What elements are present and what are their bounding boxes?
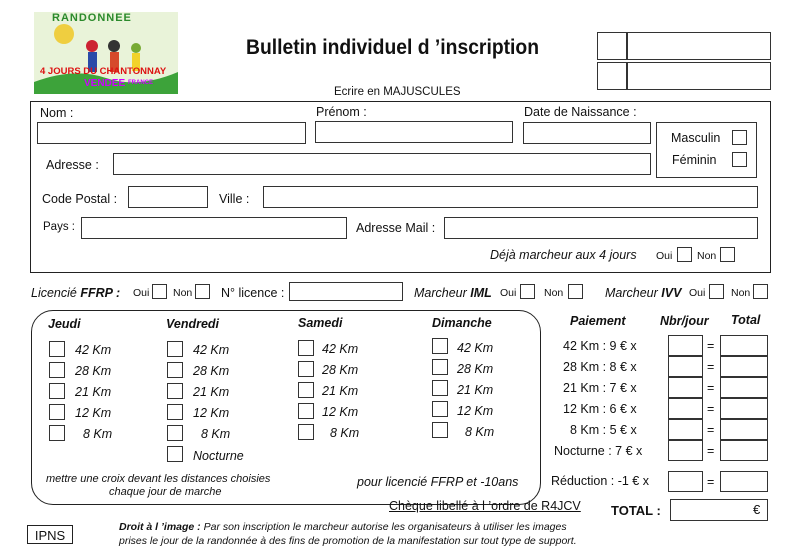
eq-28: =	[707, 360, 715, 374]
droit-image-title: Droit à l ’image :	[119, 521, 201, 533]
masculin-checkbox[interactable]	[732, 130, 747, 145]
total-28-field[interactable]	[720, 356, 768, 377]
vendredi-8-checkbox[interactable]	[167, 425, 183, 441]
ville-label: Ville :	[219, 192, 250, 206]
adresse-label: Adresse :	[46, 158, 99, 172]
pay-row-28: 28 Km : 8 € x	[563, 360, 637, 374]
samedi-42-label: 42 Km	[322, 342, 359, 356]
pay-row-8: 8 Km : 5 € x	[570, 423, 637, 437]
ivv-non-label: Non	[731, 287, 751, 299]
samedi-8-checkbox[interactable]	[298, 424, 314, 440]
iml-oui-label: Oui	[500, 287, 517, 299]
prenom-field[interactable]	[315, 121, 513, 143]
deja-non-label: Non	[697, 250, 717, 262]
dimanche-42-label: 42 Km	[457, 341, 494, 355]
ville-field[interactable]	[263, 186, 758, 208]
eq-nocturne: =	[707, 444, 715, 458]
eq-42: =	[707, 339, 715, 353]
iml-bold: IML	[470, 286, 492, 300]
samedi-21-label: 21 Km	[322, 384, 359, 398]
eq-12: =	[707, 402, 715, 416]
total-42-field[interactable]	[720, 335, 768, 356]
dob-label: Date de Naissance :	[524, 105, 637, 119]
day-dimanche-title: Dimanche	[432, 316, 492, 330]
nbr-21-field[interactable]	[668, 377, 703, 398]
payment-header: Paiement	[570, 314, 626, 328]
pays-label: Pays :	[43, 221, 75, 233]
dimanche-12-checkbox[interactable]	[432, 401, 448, 417]
total-label: TOTAL :	[611, 503, 661, 518]
nom-label: Nom :	[40, 106, 74, 120]
dimanche-42-checkbox[interactable]	[432, 338, 448, 354]
feminin-label: Féminin	[672, 153, 717, 167]
nbr-42-field[interactable]	[668, 335, 703, 356]
droit-image-line1	[119, 521, 567, 533]
samedi-28-checkbox[interactable]	[298, 361, 314, 377]
ref-box-large-2[interactable]	[627, 62, 771, 90]
reduction-nbr-field[interactable]	[668, 471, 703, 492]
vendredi-12-checkbox[interactable]	[167, 404, 183, 420]
ivv-non-checkbox[interactable]	[753, 284, 768, 299]
eq-reduction: =	[707, 475, 715, 489]
deja-non-checkbox[interactable]	[720, 247, 735, 262]
ref-box-large-1[interactable]	[627, 32, 771, 60]
days-note-line1: mettre une croix devant les distances choisies	[46, 473, 271, 485]
jeudi-28-checkbox[interactable]	[49, 362, 65, 378]
dimanche-21-label: 21 Km	[457, 383, 494, 397]
pay-row-42: 42 Km : 9 € x	[563, 339, 637, 353]
days-note-line2: chaque jour de marche	[109, 486, 222, 498]
iml-label	[414, 286, 492, 300]
cheque-note: Chèque libellé à l ’ordre de R4JCV	[389, 499, 581, 513]
dimanche-8-label: 8 Km	[465, 425, 495, 439]
vendredi-28-label: 28 Km	[193, 364, 230, 378]
jeudi-42-checkbox[interactable]	[49, 341, 65, 357]
deja-marcheur-label: Déjà marcheur aux 4 jours	[490, 248, 637, 262]
total-nocturne-field[interactable]	[720, 440, 768, 461]
code-postal-field[interactable]	[128, 186, 208, 208]
reduction-note: pour licencié FFRP et -10ans	[357, 475, 519, 489]
caps-note: Ecrire en MAJUSCULES	[334, 86, 461, 98]
deja-oui-label: Oui	[656, 250, 673, 262]
vendredi-42-checkbox[interactable]	[167, 341, 183, 357]
jeudi-28-label: 28 Km	[75, 364, 112, 378]
dimanche-21-checkbox[interactable]	[432, 380, 448, 396]
vendredi-28-checkbox[interactable]	[167, 362, 183, 378]
licencie-ffrp: FFRP :	[80, 286, 121, 300]
pay-row-21: 21 Km : 7 € x	[563, 381, 637, 395]
ivv-oui-checkbox[interactable]	[709, 284, 724, 299]
reduction-total-field[interactable]	[720, 471, 768, 492]
samedi-8-label: 8 Km	[330, 426, 360, 440]
ivv-oui-label: Oui	[689, 287, 706, 299]
total-21-field[interactable]	[720, 377, 768, 398]
nom-field[interactable]	[37, 122, 306, 144]
samedi-28-label: 28 Km	[322, 363, 359, 377]
dob-field[interactable]	[523, 122, 651, 144]
mail-label: Adresse Mail :	[356, 221, 436, 235]
samedi-21-checkbox[interactable]	[298, 382, 314, 398]
ffrp-non-label: Non	[173, 287, 193, 299]
licencie-text: Licencié	[31, 286, 81, 300]
logo	[34, 12, 178, 94]
jeudi-12-label: 12 Km	[75, 406, 112, 420]
ivv-label	[605, 286, 681, 300]
jeudi-8-checkbox[interactable]	[49, 425, 65, 441]
logo-top-text: RANDONNEE	[52, 12, 132, 24]
masculin-label: Masculin	[671, 131, 721, 145]
vendredi-nocturne-checkbox[interactable]	[167, 446, 183, 462]
jeudi-42-label: 42 Km	[75, 343, 112, 357]
pay-row-nocturne: Nocturne : 7 € x	[554, 444, 643, 458]
vendredi-8-label: 8 Km	[201, 427, 231, 441]
dimanche-28-checkbox[interactable]	[432, 359, 448, 375]
licence-number-field[interactable]	[289, 282, 403, 301]
ivv-bold: IVV	[661, 286, 682, 300]
nbr-jour-header: Nbr/jour	[660, 314, 709, 328]
vendredi-12-label: 12 Km	[193, 406, 230, 420]
iml-oui-checkbox[interactable]	[520, 284, 535, 299]
nbr-8-field[interactable]	[668, 419, 703, 440]
total-8-field[interactable]	[720, 419, 768, 440]
dimanche-12-label: 12 Km	[457, 404, 494, 418]
ffrp-oui-checkbox[interactable]	[152, 284, 167, 299]
total-header: Total	[731, 313, 761, 327]
day-vendredi-title: Vendredi	[166, 317, 220, 331]
logo-bottom-sub: FRANCE	[128, 80, 153, 86]
licence-number-label: N° licence :	[221, 286, 285, 300]
page-title: Bulletin individuel d ’inscription	[246, 36, 540, 59]
logo-bottom-text: VENDEE	[84, 78, 126, 89]
ffrp-non-checkbox[interactable]	[195, 284, 210, 299]
ivv-text: Marcheur	[605, 286, 662, 300]
pays-field[interactable]	[81, 217, 347, 239]
iml-non-checkbox[interactable]	[568, 284, 583, 299]
jeudi-21-label: 21 Km	[75, 385, 112, 399]
nbr-12-field[interactable]	[668, 398, 703, 419]
eq-8: =	[707, 423, 715, 437]
ipns-badge: IPNS	[27, 525, 73, 544]
iml-non-label: Non	[544, 287, 564, 299]
vendredi-21-label: 21 Km	[193, 385, 230, 399]
prenom-label: Prénom :	[316, 105, 367, 119]
total-euro-sign: €	[753, 502, 761, 517]
mail-field[interactable]	[444, 217, 758, 239]
droit-image-line2: prises le jour de la randonnée à des fins de promotion de la manifestation sur tout type de support.	[119, 535, 577, 547]
licencie-label	[31, 286, 120, 300]
code-postal-label: Code Postal :	[42, 192, 118, 206]
vendredi-nocturne-label: Nocturne	[193, 449, 244, 463]
iml-text: Marcheur	[414, 286, 471, 300]
pay-row-12: 12 Km : 6 € x	[563, 402, 637, 416]
droit-image-text: Par son inscription le marcheur autorise les organisateurs à utiliser les images	[200, 521, 567, 533]
ref-box-small-2[interactable]	[597, 62, 627, 90]
feminin-checkbox[interactable]	[732, 152, 747, 167]
ffrp-oui-label: Oui	[133, 287, 150, 299]
reduction-label: Réduction : -1 € x	[551, 474, 649, 488]
day-jeudi-title: Jeudi	[48, 317, 81, 331]
samedi-42-checkbox[interactable]	[298, 340, 314, 356]
samedi-12-checkbox[interactable]	[298, 403, 314, 419]
dimanche-28-label: 28 Km	[457, 362, 494, 376]
logo-mid-text: 4 JOURS DU CHANTONNAY	[40, 66, 167, 77]
samedi-12-label: 12 Km	[322, 405, 359, 419]
nbr-28-field[interactable]	[668, 356, 703, 377]
deja-oui-checkbox[interactable]	[677, 247, 692, 262]
ref-box-small-1[interactable]	[597, 32, 627, 60]
jeudi-21-checkbox[interactable]	[49, 383, 65, 399]
nbr-nocturne-field[interactable]	[668, 440, 703, 461]
vendredi-21-checkbox[interactable]	[167, 383, 183, 399]
eq-21: =	[707, 381, 715, 395]
adresse-field[interactable]	[113, 153, 651, 175]
jeudi-8-label: 8 Km	[83, 427, 113, 441]
total-12-field[interactable]	[720, 398, 768, 419]
jeudi-12-checkbox[interactable]	[49, 404, 65, 420]
vendredi-42-label: 42 Km	[193, 343, 230, 357]
day-samedi-title: Samedi	[298, 316, 343, 330]
dimanche-8-checkbox[interactable]	[432, 422, 448, 438]
